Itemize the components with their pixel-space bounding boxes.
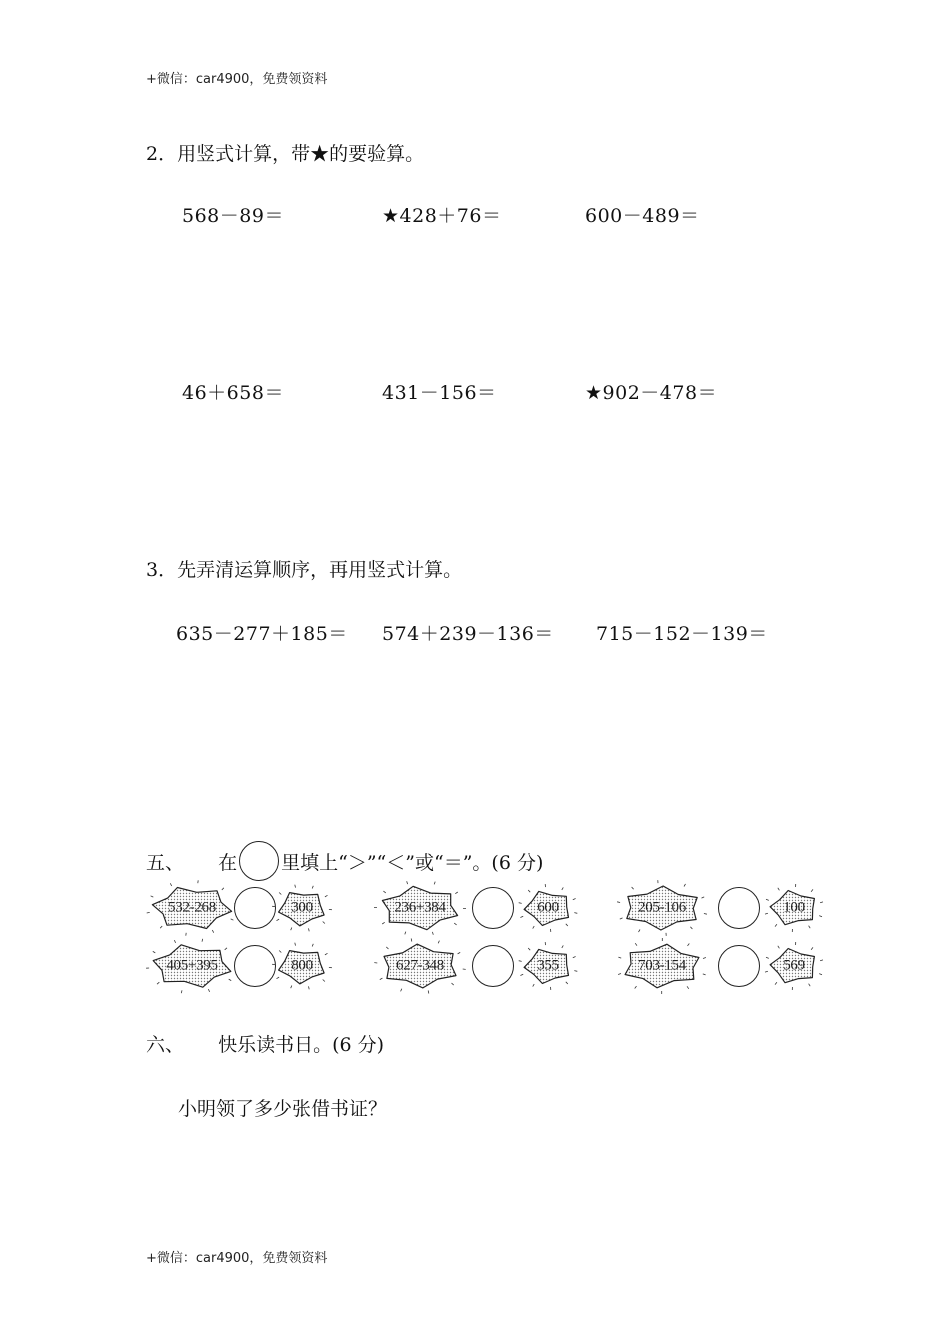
value-bubble-1-2-label: 600: [537, 899, 559, 916]
q3-expr-2: 574＋239－136＝: [382, 623, 554, 645]
expression-bubble-2-2-label: 627-348: [396, 957, 444, 974]
expression-bubble-1-1-label: 532-268: [168, 899, 216, 916]
q2-expr-5: 431－156＝: [382, 382, 497, 404]
value-bubble-2-3-label: 569: [783, 957, 805, 974]
q2-expr-1: 568－89＝: [182, 205, 284, 227]
answer-circle-1-2[interactable]: [472, 887, 514, 929]
section-5-number: 五、: [146, 852, 185, 874]
q2-expr-4: 46＋658＝: [182, 382, 284, 404]
expression-bubble-2-2: [374, 938, 466, 994]
expression-bubble-1-1: [146, 880, 238, 936]
question-2-title: 2．用竖式计算，带★的要验算。: [146, 143, 425, 165]
value-bubble-1-1-label: 300: [291, 899, 313, 916]
expression-bubble-1-2-label: 236+384: [394, 899, 446, 916]
answer-circle-2-3[interactable]: [718, 945, 760, 987]
section-6-number: 六、: [146, 1034, 185, 1056]
value-bubble-2-1-label: 800: [291, 957, 313, 974]
q2-expr-6: ★902－478＝: [585, 382, 718, 404]
section-5-text-before: 在: [218, 852, 238, 874]
value-bubble-2-2-label: 355: [537, 957, 559, 974]
q2-expr-2: ★428＋76＝: [382, 205, 502, 227]
value-bubble-1-3: [764, 884, 824, 932]
section-6-title: [146, 1030, 384, 1057]
section-6-question: 小明领了多少张借书证？: [178, 1098, 388, 1120]
expression-bubble-2-3: [616, 938, 708, 994]
watermark-bottom: +微信：car4900，免费领资料: [146, 1251, 328, 1266]
q2-expr-3: 600－489＝: [585, 205, 700, 227]
question-3-title: 3．先弄清运算顺序，再用竖式计算。: [146, 559, 463, 581]
section-5-title: [146, 841, 543, 881]
answer-circle-2-2[interactable]: [472, 945, 514, 987]
value-bubble-2-2: [518, 942, 578, 990]
q3-expr-3: 715－152－139＝: [596, 623, 768, 645]
section-6-text: 快乐读书日。(6 分): [218, 1034, 385, 1056]
answer-circle-1-3[interactable]: [718, 887, 760, 929]
answer-circle-1-1[interactable]: [234, 887, 276, 929]
value-bubble-1-2: [518, 884, 578, 932]
section-5-text-after: 里填上“＞”“＜”或“＝”。(6 分): [281, 852, 544, 874]
expression-bubble-2-1: [146, 938, 238, 994]
expression-bubble-2-1-label: 405+395: [166, 957, 218, 974]
example-circle-icon: [239, 841, 279, 881]
watermark-top: +微信：car4900，免费领资料: [146, 72, 328, 87]
expression-bubble-1-3: [616, 880, 708, 936]
answer-circle-2-1[interactable]: [234, 945, 276, 987]
expression-bubble-2-3-label: 703-154: [638, 957, 686, 974]
value-bubble-1-3-label: 100: [783, 899, 805, 916]
expression-bubble-1-3-label: 205-106: [638, 899, 686, 916]
expression-bubble-1-2: [374, 880, 466, 936]
value-bubble-1-1: [272, 884, 332, 932]
q3-expr-1: 635－277＋185＝: [176, 623, 348, 645]
value-bubble-2-1: [272, 942, 332, 990]
value-bubble-2-3: [764, 942, 824, 990]
